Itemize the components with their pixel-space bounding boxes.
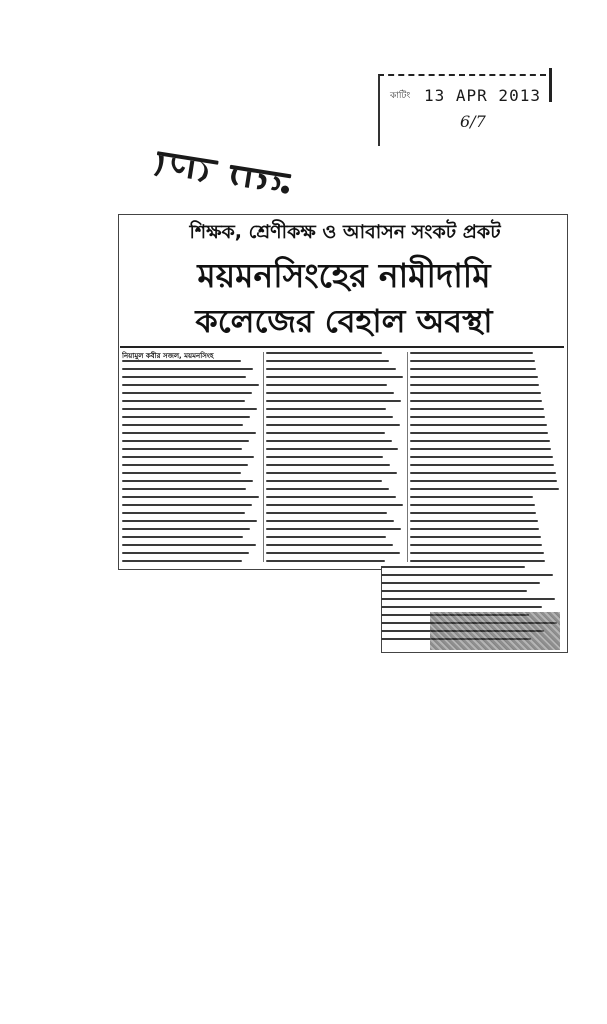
text-line — [122, 432, 256, 434]
text-line — [266, 552, 400, 554]
text-line — [266, 560, 385, 562]
text-line — [410, 384, 539, 386]
text-line — [266, 464, 390, 466]
text-line — [381, 606, 542, 608]
text-line — [381, 566, 525, 568]
text-line — [410, 432, 548, 434]
text-line — [122, 408, 257, 410]
text-line — [122, 544, 256, 546]
text-line — [266, 376, 403, 378]
text-line — [266, 512, 387, 514]
text-line — [410, 360, 535, 362]
text-line — [122, 448, 242, 450]
text-line — [410, 560, 545, 562]
text-line — [266, 496, 396, 498]
text-line — [122, 520, 257, 522]
text-line — [266, 528, 401, 530]
text-line — [266, 368, 396, 370]
text-line — [410, 464, 554, 466]
text-line — [410, 440, 550, 442]
text-line — [410, 504, 535, 506]
text-line — [122, 560, 242, 562]
newspaper-logo-text: প্রথম আলো — [225, 192, 230, 193]
text-line — [266, 504, 403, 506]
scan-noise — [430, 612, 560, 650]
article-column-1 — [122, 360, 260, 564]
text-line — [122, 464, 248, 466]
text-line — [266, 440, 392, 442]
text-line — [410, 512, 536, 514]
text-line — [410, 392, 541, 394]
text-line — [381, 582, 540, 584]
article-byline: নিয়ামুল কবীর সজল, ময়মনসিংহ — [122, 352, 214, 360]
text-line — [266, 416, 393, 418]
text-line — [266, 448, 398, 450]
text-line — [266, 424, 400, 426]
text-line — [266, 360, 389, 362]
text-line — [410, 456, 553, 458]
column-divider — [263, 352, 264, 562]
text-line — [410, 368, 536, 370]
stamp-prefix: কাটিং — [390, 91, 411, 101]
handwritten-note: 6/7 — [460, 112, 486, 131]
text-line — [266, 432, 385, 434]
article-column-2 — [266, 352, 404, 564]
text-line — [266, 392, 394, 394]
text-line — [122, 400, 245, 402]
text-line — [122, 512, 245, 514]
headline-rule — [120, 346, 564, 348]
text-line — [266, 400, 401, 402]
text-line — [410, 376, 538, 378]
text-line — [122, 456, 254, 458]
text-line — [266, 536, 386, 538]
headline-line-1: ময়মনসিংহের নামীদামি — [197, 256, 491, 295]
text-line — [122, 416, 250, 418]
text-line — [410, 408, 544, 410]
text-line — [410, 480, 557, 482]
text-line — [410, 552, 544, 554]
text-line — [122, 424, 243, 426]
text-line — [410, 352, 533, 354]
text-line — [122, 472, 241, 474]
text-line — [410, 400, 542, 402]
text-line — [122, 440, 249, 442]
text-line — [122, 504, 252, 506]
text-line — [122, 488, 246, 490]
text-line — [410, 448, 551, 450]
text-line — [266, 408, 386, 410]
text-line — [410, 528, 539, 530]
text-line — [410, 416, 545, 418]
text-line — [410, 472, 556, 474]
text-line — [266, 456, 383, 458]
text-line — [122, 360, 241, 362]
text-line — [122, 528, 250, 530]
text-line — [266, 384, 387, 386]
text-line — [122, 552, 249, 554]
text-line — [122, 480, 253, 482]
stamp-date: 13 APR 2013 — [424, 86, 541, 105]
text-line — [410, 488, 559, 490]
text-line — [266, 352, 382, 354]
text-line — [122, 496, 259, 498]
date-stamp — [378, 74, 546, 146]
text-line — [410, 544, 542, 546]
article-kicker: শিক্ষক, শ্রেণীকক্ষ ও আবাসন সংকট প্রকট — [189, 221, 501, 243]
text-line — [266, 480, 382, 482]
text-line — [122, 376, 246, 378]
text-line — [381, 598, 555, 600]
text-line — [266, 488, 389, 490]
article-column-3 — [410, 352, 560, 566]
column-divider — [407, 352, 408, 562]
text-line — [266, 472, 397, 474]
text-line — [122, 368, 253, 370]
text-line — [122, 536, 243, 538]
text-line — [266, 520, 394, 522]
text-line — [266, 544, 393, 546]
text-line — [122, 392, 252, 394]
text-line — [410, 424, 547, 426]
headline-line-2: কলেজের বেহাল অবস্থা — [195, 302, 493, 340]
newspaper-logo — [145, 150, 305, 194]
stamp-corner-mark — [543, 68, 552, 102]
text-line — [410, 536, 541, 538]
text-line — [381, 590, 527, 592]
text-line — [410, 496, 533, 498]
text-line — [410, 520, 538, 522]
text-line — [122, 384, 259, 386]
text-line — [381, 574, 553, 576]
